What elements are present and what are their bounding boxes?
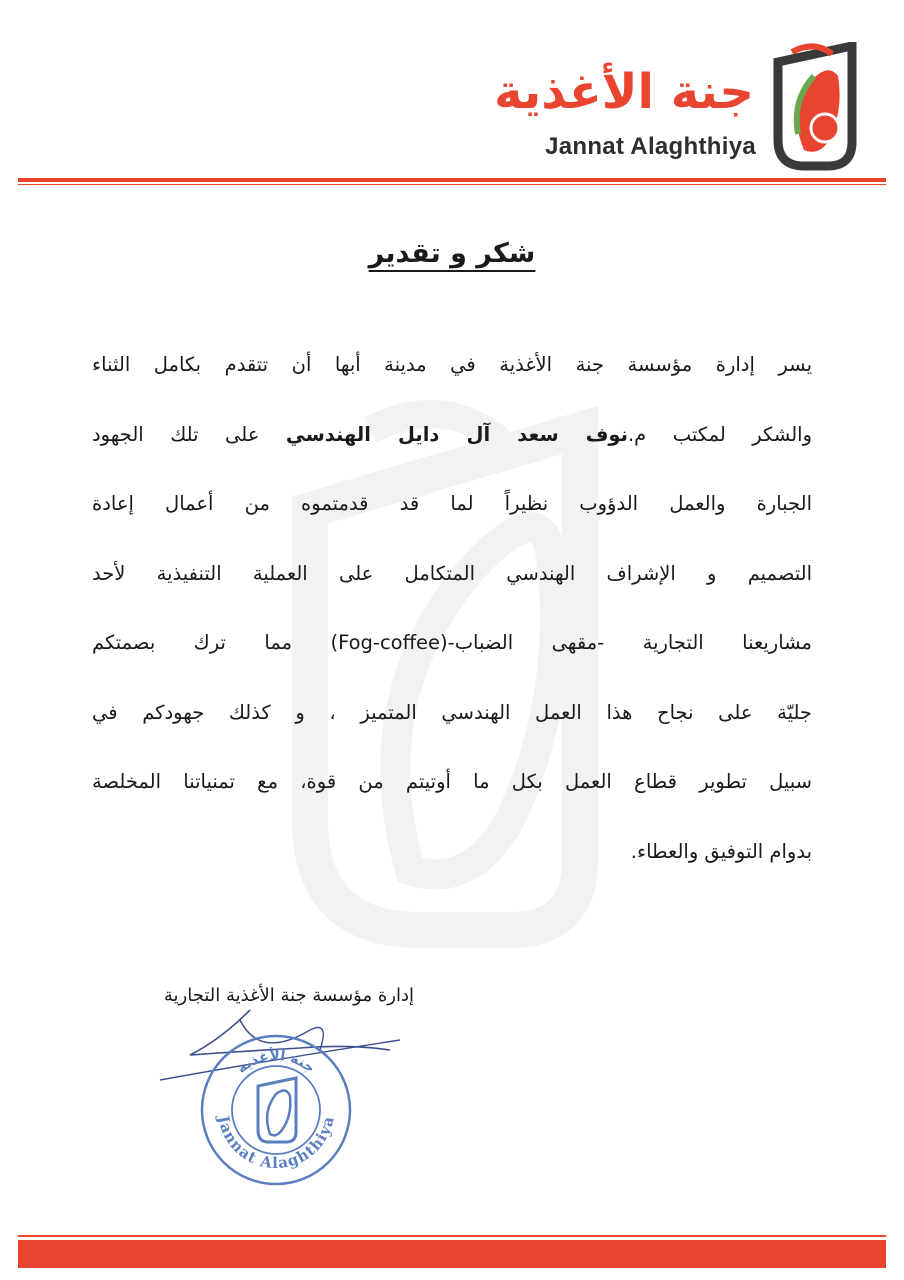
brand-logo-icon	[770, 42, 860, 172]
footer-divider	[18, 1235, 886, 1237]
body-text: جليّة على نجاح هذا العمل الهندسي المتميز ، و كذلك جهودكم في	[92, 700, 812, 724]
stamp-english-text: Jannat Alaghthiya	[214, 1114, 338, 1173]
body-line	[92, 747, 812, 817]
stamp-arabic-text: جنة الأغذية	[233, 1047, 318, 1077]
signature-label: إدارة مؤسسة جنة الأغذية التجارية	[163, 985, 414, 1006]
brand-arabic-name: جنة الأغذية	[494, 64, 754, 120]
body-text: سبيل تطوير قطاع العمل بكل ما أوتيتم من قوة، مع تمنياتنا المخلصة	[92, 770, 812, 793]
body-line	[92, 330, 812, 400]
body-text: الجبارة والعمل الدؤوب نظيراً لما قد قدمتموه من أعمال إعادة	[92, 492, 812, 515]
body-line	[92, 539, 812, 609]
header-divider	[18, 178, 886, 182]
company-stamp	[196, 1030, 356, 1190]
body-line	[92, 817, 812, 887]
body-line	[92, 678, 812, 748]
footer-bar	[18, 1240, 886, 1268]
brand-english-name: Jannat Alaghthiya	[545, 133, 756, 160]
body-text: يسر إدارة مؤسسة جنة الأغذية في مدينة أبها أن تتقدم بكامل الثناء	[92, 353, 812, 376]
recipient-name: نوف سعد آل دايل الهندسي	[285, 422, 628, 446]
body-text: بدوام التوفيق والعطاء.	[630, 839, 812, 863]
body-text: والشكر لمكتب م.	[627, 422, 812, 446]
body-text: مشاريعنا التجارية -مقهى الضباب-(Fog-coffee) مما ترك بصمتكم	[92, 631, 812, 654]
body-text: على تلك الجهود	[92, 422, 286, 446]
body-line	[92, 608, 812, 678]
letter-title	[0, 238, 904, 269]
body-text: التصميم و الإشراف الهندسي المتكامل على العملية التنفيذية لأحد	[92, 561, 812, 585]
letter-body	[92, 330, 812, 886]
body-line	[92, 400, 812, 470]
body-line	[92, 469, 812, 539]
header-divider-thin	[18, 184, 886, 185]
letter-title-text: شكر و تقدير	[368, 238, 536, 269]
